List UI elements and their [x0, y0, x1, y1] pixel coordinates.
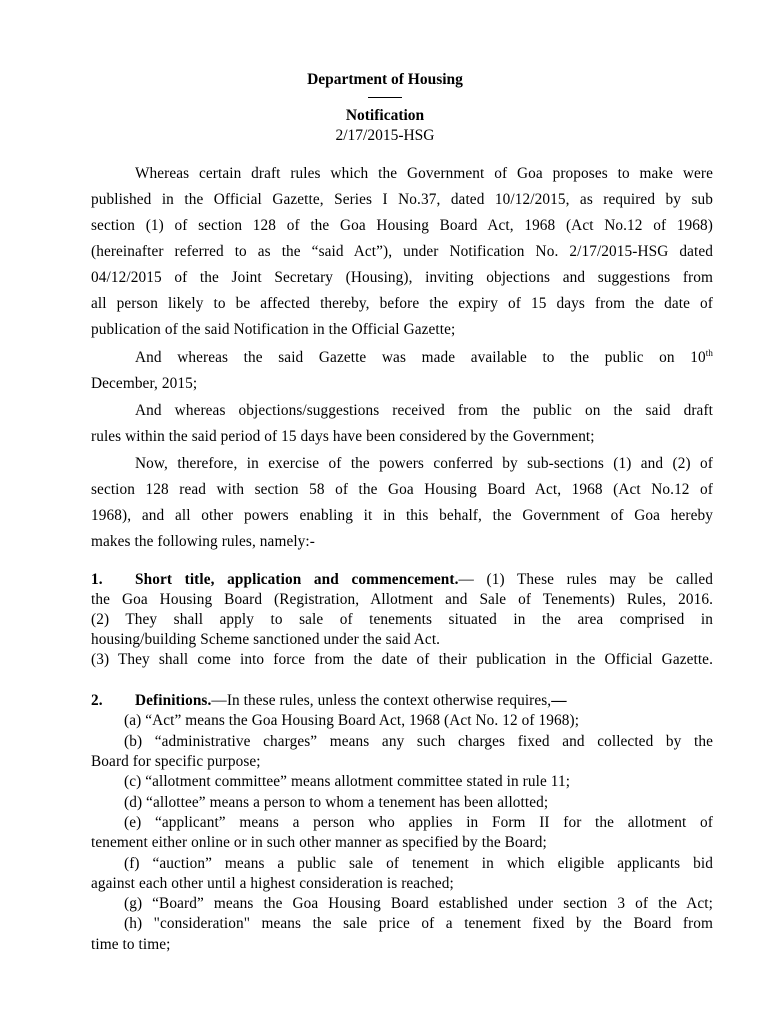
- definition-item: (f) “auction” means a public sale of tenement in which eligible applicants bid: [124, 855, 713, 872]
- definition-item: against each other until a highest consideration is reached;: [91, 875, 454, 892]
- rule1-line: the Goa Housing Board (Registration, Allotment and Sale of Tenements) Rules, 2016.: [91, 591, 713, 608]
- preamble-line: 04/12/2015 of the Joint Secretary (Housing), inviting objections and suggestions from: [91, 269, 713, 286]
- rule1-heading-rest: — (1) These rules may be called: [458, 571, 714, 588]
- rule2-heading-line: [91, 692, 713, 710]
- preamble-line: December, 2015;: [91, 375, 198, 392]
- definition-item: (d) “allottee” means a person to whom a tenement has been allotted;: [124, 794, 549, 811]
- rule2-heading-rest: —In these rules, unless the context otherwise requires,: [211, 692, 552, 709]
- definition-item: Board for specific purpose;: [91, 753, 261, 770]
- rule1-heading: Short title, application and commencement.: [135, 571, 459, 588]
- preamble-line: Now, therefore, in exercise of the powers conferred by sub-sections (1) and (2) of: [135, 455, 713, 472]
- preamble-line: [135, 349, 713, 367]
- rule1-number: 1.: [91, 571, 103, 588]
- definition-item: tenement either online or in such other manner as specified by the Board;: [91, 834, 547, 851]
- title-divider: [368, 97, 402, 98]
- notification-title: Notification: [345, 107, 425, 124]
- rule1-line: (2) They shall apply to sale of tenements situated in the area comprised in: [91, 611, 713, 628]
- department-title: Department of Housing: [307, 71, 463, 88]
- preamble-line: publication of the said Notification in the Official Gazette;: [91, 321, 456, 338]
- preamble-line: makes the following rules, namely:-: [91, 533, 315, 550]
- preamble-line: section 128 read with section 58 of the Goa Housing Board Act, 1968 (Act No.12 of: [91, 481, 713, 498]
- definition-item: (b) “administrative charges” means any such charges fixed and collected by the: [124, 733, 713, 750]
- preamble-line: And whereas objections/suggestions received from the public on the said draft: [135, 402, 713, 419]
- definition-item: (e) “applicant” means a person who applies in Form II for the allotment of: [124, 814, 713, 831]
- notification-number: 2/17/2015-HSG: [335, 127, 435, 144]
- rule1-line: (3) They shall come into force from the date of their publication in the Official Gazette.: [91, 651, 713, 668]
- rule1-heading-line: [91, 571, 713, 589]
- rule2-heading: Definitions.: [135, 692, 212, 709]
- preamble-line: Whereas certain draft rules which the Government of Goa proposes to make were: [135, 165, 713, 182]
- preamble-line: rules within the said period of 15 days have been considered by the Government;: [91, 428, 595, 445]
- definition-item: (h) "consideration" means the sale price of a tenement fixed by the Board from: [124, 915, 713, 932]
- rule2-heading-end: —: [551, 692, 567, 709]
- rule2-number: 2.: [91, 692, 103, 709]
- preamble-line: 1968), and all other powers enabling it in this behalf, the Government of Goa hereby: [91, 507, 713, 524]
- preamble-line: all person likely to be affected thereby, before the expiry of 15 days from the date of: [91, 295, 713, 312]
- rule1-line: housing/building Scheme sanctioned under the said Act.: [91, 631, 441, 648]
- preamble-text: And whereas the said Gazette was made available to the public on 10: [135, 349, 706, 366]
- definition-item: (a) “Act” means the Goa Housing Board Act, 1968 (Act No. 12 of 1968);: [124, 712, 580, 729]
- preamble-line: section (1) of section 128 of the Goa Housing Board Act, 1968 (Act No.12 of 1968): [91, 217, 713, 234]
- definition-item: (c) “allotment committee” means allotment committee stated in rule 11;: [124, 773, 571, 790]
- preamble-line: published in the Official Gazette, Series I No.37, dated 10/12/2015, as required by sub: [91, 191, 713, 208]
- definition-item: (g) “Board” means the Goa Housing Board established under section 3 of the Act;: [124, 895, 713, 912]
- preamble-line: (hereinafter referred to as the “said Act”), under Notification No. 2/17/2015-HSG dated: [91, 243, 713, 260]
- definition-item: time to time;: [91, 936, 171, 953]
- superscript: th: [705, 348, 713, 358]
